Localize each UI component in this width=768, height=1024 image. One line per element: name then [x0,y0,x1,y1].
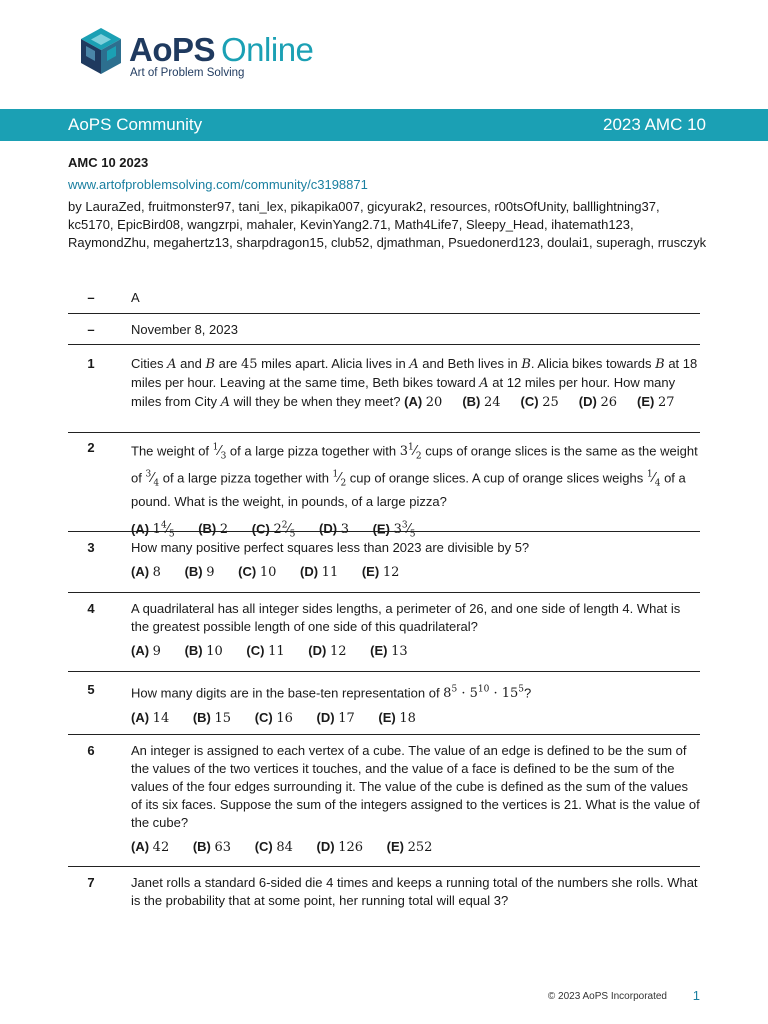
answer-choice-d[interactable]: (D) 12 [308,643,347,659]
problem-text: Cities A and B are 45 miles apart. Alicia lives in A and Beth lives in B. Alicia bikes towards B at 18 miles per hour. Leaving at the same time, Beth bikes toward A at 12 miles per hour. How many miles from City A will they be when they meet? (A) 20 (B) 24 (C) 25 (D) 26 (E) 27 [131,356,698,410]
answer-choice-c[interactable]: (C) 11 [246,643,285,659]
cube-logo-icon [79,26,123,78]
copyright-notice: © 2023 AoPS Incorporated [547,991,667,1002]
page-number: 1 [692,988,700,1003]
row-marker: – [87,290,95,305]
answer-choice-a[interactable]: (A) 42 [131,839,170,855]
problem-text [131,532,700,582]
problem-text [131,867,700,910]
problem-6 [68,735,700,867]
problem-7 [68,867,700,917]
problem-2 [68,433,700,540]
answer-choice-b[interactable]: (B) 9 [184,564,215,580]
answer-choice-a[interactable]: (A) 9 [131,643,161,659]
answer-choice-a[interactable]: (A) 14 [131,710,170,727]
brand-name [129,30,313,70]
problem-1 [68,345,700,433]
section-label: A [131,290,140,305]
brand-online: Online [221,31,314,68]
problem-number: 7 [87,875,95,890]
answer-choices [131,642,700,661]
answer-choice-e[interactable]: (E) $3^3⁄_5$ [372,520,416,540]
problem-number: 3 [87,540,95,555]
answer-choice-d[interactable]: (D) 3 [319,521,349,538]
contest-date: November 8, 2023 [131,322,238,337]
problem-text [131,735,700,857]
answer-choice-b[interactable]: (B) 10 [184,643,223,659]
meta-row-section [68,282,700,314]
answer-choice-a[interactable]: (A) 8 [131,564,161,580]
problem-statement: A quadrilateral has all integer sides lengths, a perimeter of 26, and one side of length 4. What is the greatest possible length of one side of this quadrilateral? [131,601,681,634]
answer-choice-a[interactable]: (A) $1^4⁄_5$ [131,520,175,540]
problem-5 [68,672,700,735]
answer-choice-c[interactable]: (C) 10 [238,564,277,580]
answer-choice-d[interactable]: (D) 126 [316,839,364,855]
problem-text: The weight of $^1⁄_3$ of a large pizza together with $3^1⁄_2$ cups of orange slices is the same as the weight of $^3⁄_4$ of a large pizza together with $^1⁄_2$ cup of orange slices. A cup of orange slices weighs $^1⁄_4$ of a pound. What is the weight, in pounds, of a large pizza? (A) $1^4⁄_5$ (B) 2 (C) $2^2⁄_5$ (D) 3 (E) $3^3⁄_5$ [131,433,700,544]
banner-community-label: AoPS Community [68,115,203,134]
answer-choices [131,838,700,857]
brand-tagline: Art of Problem Solving [130,67,245,79]
problems-list [68,282,700,917]
answer-choice-c[interactable]: (C) $2^2⁄_5$ [251,520,296,540]
problem-statement: An integer is assigned to each vertex of a cube. The value of an edge is defined to be the sum of the values of the two vertices it touches, and the value of a face is defined to be the sum of the values of the four edges surrounding it. The value of the cube is defined as the sum of the values of its six faces. Suppose the sum of the integers assigned to the vertices is 21. What is the value of the cube? [131,743,700,830]
answer-choice-e[interactable]: (E) 18 [378,710,416,727]
answer-choice-b[interactable]: (B) 2 [198,521,229,538]
banner-contest-label: 2023 AMC 10 [602,115,706,134]
community-banner [0,109,768,141]
answer-choice-e[interactable]: (E) 27 [636,394,675,410]
answer-choice-c[interactable]: (C) 25 [520,394,559,410]
problem-number: 6 [87,743,95,758]
answer-choice-d[interactable]: (D) 11 [300,564,339,580]
meta-row-date [68,314,700,345]
answer-choice-a[interactable]: (A) 20 [404,394,443,410]
problem-text: How many digits are in the base-ten representation of $8^5 \cdot 5^{10} \cdot 15^5$? (A) 14 (B) 15 (C) 16 (D) 17 (E) 18 [131,672,700,728]
problem-3 [68,532,700,593]
brand-aops: AoPS [129,31,216,68]
answer-choices [131,563,700,582]
problem-4 [68,593,700,672]
answer-choice-d[interactable]: (D) 26 [578,394,617,410]
answer-choice-b[interactable]: (B) 15 [192,710,232,727]
answer-choice-c[interactable]: (C) 16 [254,710,293,727]
problem-number: 4 [87,601,95,616]
answer-choice-d[interactable]: (D) 17 [316,710,355,727]
problem-statement: Janet rolls a standard 6-sided die 4 times and keeps a running total of the numbers she rolls. What is the probability that at some point, her running total will equal 3? [131,875,698,908]
answer-choice-c[interactable]: (C) 84 [254,839,293,855]
problem-number: 1 [87,356,95,371]
answer-choice-e[interactable]: (E) 252 [386,839,433,855]
authors-list: by LauraZed, fruitmonster97, tani_lex, pikapika007, gicyurak2, resources, r00tsOfUnity, balllightning37, kc5170, EpicBird08, wangzrpi, mahaler, KevinYang2.71, Math4Life7, Sleepy_Head, ihatemath123, RaymondZhu, megahertz13, sharpdragon15, club52, djmathman, Psuedonerd123, doulai1, superagh, rrusczyk [68,199,707,250]
answer-choice-e[interactable]: (E) 13 [370,643,408,659]
problem-number: 5 [87,682,95,697]
row-marker: – [87,322,95,337]
problem-number: 2 [87,440,95,455]
problem-statement: How many positive perfect squares less than 2023 are divisible by 5? [131,540,530,555]
aops-logo[interactable] [79,26,339,82]
answer-choices [131,709,700,728]
document-header [68,154,708,252]
community-link[interactable]: www.artofproblemsolving.com/community/c3198871 [68,177,368,192]
problem-text [131,593,700,661]
answer-choice-b[interactable]: (B) 63 [192,839,232,855]
answer-choice-b[interactable]: (B) 24 [462,394,501,410]
contest-title: AMC 10 2023 [68,155,149,170]
answer-choice-e[interactable]: (E) 12 [361,564,400,580]
